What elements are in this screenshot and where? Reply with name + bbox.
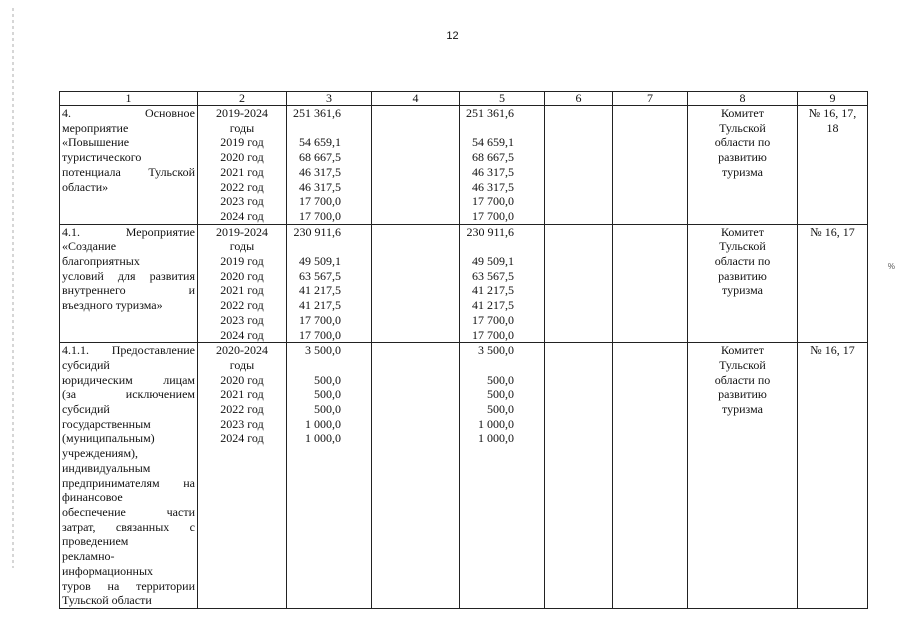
cell-line: Тульской: [719, 357, 766, 372]
cell-line: туризма: [722, 164, 763, 179]
cell-line: 3 500,0: [305, 343, 341, 358]
extrabudgetary-cell: [613, 343, 688, 609]
funding-total-cell: [287, 106, 372, 225]
cell-line: 230 911,6: [293, 224, 341, 239]
cell-line: въездного туризма»: [62, 298, 163, 313]
cell-line: 2022 год: [220, 179, 264, 194]
cell-line: № 16, 17,: [808, 106, 857, 120]
cell-line: 230 911,6: [466, 224, 514, 239]
extrabudgetary-cell: [613, 224, 688, 343]
cell-line: 46 317,5: [299, 164, 341, 179]
cell-line: 54 659,1: [299, 135, 341, 150]
executor-cell: [688, 106, 798, 225]
cell-line: развитию: [718, 150, 767, 165]
cell-line: 2019-2024: [216, 224, 268, 239]
cell-line: рекламно-: [62, 549, 115, 564]
cell-line: 1 000,0: [305, 416, 341, 431]
cell-line: 1 000,0: [305, 431, 341, 446]
period-cell: [198, 106, 287, 225]
cell-line: 2021 год: [220, 387, 264, 402]
cell-line: 500,0: [487, 387, 514, 402]
period-cell: [198, 343, 287, 609]
cell-line: 2019-2024: [216, 106, 268, 120]
cell-line: туристического: [62, 150, 142, 165]
cell-line: предпринимателям на: [62, 475, 195, 490]
cell-line: финансовое: [62, 490, 123, 505]
cell-line: № 16, 17: [810, 343, 855, 358]
column-header-5: 5: [460, 92, 545, 106]
page-number: 12: [446, 30, 459, 42]
cell-line: 251 361,6: [293, 106, 341, 120]
table-row: [60, 343, 868, 609]
cell-line: 17 700,0: [472, 312, 514, 327]
cell-line: 41 217,5: [472, 298, 514, 313]
cell-line: [462, 358, 514, 373]
cell-line: [289, 121, 341, 136]
cell-line: 2023 год: [220, 194, 264, 209]
cell-line: туризма: [722, 402, 763, 417]
cell-line: индивидуальным: [62, 460, 151, 475]
cell-line: потенциала Тульской: [62, 164, 195, 179]
municipal-budget-cell: [545, 106, 613, 225]
cell-line: 49 509,1: [299, 254, 341, 269]
cell-line: 251 361,6: [466, 106, 514, 120]
cell-line: туров на территории: [62, 578, 195, 593]
cell-line: 17 700,0: [472, 208, 514, 223]
cell-line: 2022 год: [220, 402, 264, 417]
cell-line: 2023 год: [220, 416, 264, 431]
regional-budget-cell: [460, 343, 545, 609]
cell-line: субсидий: [62, 357, 110, 372]
cell-line: № 16, 17: [810, 224, 855, 239]
cell-line: 41 217,5: [299, 283, 341, 298]
cell-line: 46 317,5: [472, 179, 514, 194]
cell-line: Комитет: [720, 343, 764, 358]
cell-line: обеспечение части: [62, 504, 195, 519]
cell-line: 68 667,5: [299, 150, 341, 165]
indicators-cell: [798, 224, 868, 343]
regional-budget-cell: [460, 106, 545, 225]
federal-budget-cell: [372, 343, 460, 609]
cell-line: 2020-2024: [216, 343, 268, 358]
cell-line: «Создание: [62, 239, 117, 254]
column-header-9: 9: [798, 92, 868, 106]
cell-line: 2022 год: [220, 298, 264, 313]
cell-line: 2024 год: [220, 431, 264, 446]
cell-line: учреждениям),: [62, 446, 139, 461]
column-header-3: 3: [287, 92, 372, 106]
cell-line: 49 509,1: [472, 254, 514, 269]
cell-line: 17 700,0: [299, 208, 341, 223]
cell-line: области»: [62, 179, 109, 194]
cell-line: условий для развития: [62, 268, 195, 283]
cell-line: 54 659,1: [472, 135, 514, 150]
cell-line: 500,0: [314, 372, 341, 387]
cell-line: 500,0: [314, 402, 341, 417]
cell-line: 3 500,0: [478, 343, 514, 358]
municipal-budget-cell: [545, 343, 613, 609]
activity-name-cell: [60, 106, 198, 225]
cell-line: 46 317,5: [472, 164, 514, 179]
municipal-budget-cell: [545, 224, 613, 343]
cell-line: годы: [229, 357, 255, 372]
activity-name-cell: [60, 224, 198, 343]
cell-line: юридическим лицам: [62, 372, 195, 387]
cell-line: области по: [714, 135, 771, 150]
cell-line: 4.1.1. Предоставление: [62, 343, 195, 358]
period-cell: [198, 224, 287, 343]
cell-line: туризма: [722, 283, 763, 298]
binding-margin-marks: [12, 8, 14, 568]
federal-budget-cell: [372, 106, 460, 225]
cell-line: области по: [714, 254, 771, 269]
cell-line: области по: [714, 372, 771, 387]
executor-cell: [688, 343, 798, 609]
cell-line: 18: [826, 120, 839, 135]
cell-line: 2019 год: [220, 254, 264, 269]
cell-line: 17 700,0: [299, 312, 341, 327]
column-header-1: 1: [60, 92, 198, 106]
cell-line: 500,0: [314, 387, 341, 402]
funding-total-cell: [287, 343, 372, 609]
indicators-cell: [798, 343, 868, 609]
cell-line: субсидий: [62, 402, 110, 417]
cell-line: 4.1. Мероприятие: [62, 224, 195, 239]
cell-line: [289, 358, 341, 373]
scan-artifact: %: [887, 262, 895, 271]
cell-line: 46 317,5: [299, 179, 341, 194]
column-header-7: 7: [613, 92, 688, 106]
extrabudgetary-cell: [613, 106, 688, 225]
column-header-6: 6: [545, 92, 613, 106]
cell-line: 68 667,5: [472, 150, 514, 165]
cell-line: развитию: [718, 268, 767, 283]
cell-line: развитию: [718, 387, 767, 402]
cell-line: внутреннего и: [62, 283, 195, 298]
cell-line: 17 700,0: [472, 327, 514, 342]
cell-line: 1 000,0: [478, 431, 514, 446]
cell-line: проведением: [62, 534, 129, 549]
column-header-4: 4: [372, 92, 460, 106]
cell-line: (муниципальным): [62, 431, 155, 446]
cell-line: 2020 год: [220, 150, 264, 165]
cell-line: 2023 год: [220, 312, 264, 327]
cell-line: [462, 239, 514, 254]
cell-line: [462, 121, 514, 136]
header-row: [60, 92, 868, 106]
cell-line: Тульской: [719, 239, 766, 254]
cell-line: 1 000,0: [478, 416, 514, 431]
cell-line: 4. Основное: [62, 106, 195, 120]
cell-line: 63 567,5: [299, 268, 341, 283]
cell-line: 17 700,0: [472, 194, 514, 209]
cell-line: 17 700,0: [299, 327, 341, 342]
cell-line: Тульской области: [62, 593, 152, 608]
cell-line: Комитет: [720, 224, 764, 239]
cell-line: информационных: [62, 563, 154, 578]
cell-line: 500,0: [487, 372, 514, 387]
table-row: [60, 224, 868, 343]
cell-line: 17 700,0: [299, 194, 341, 209]
cell-line: (за исключением: [62, 387, 195, 402]
cell-line: 2024 год: [220, 327, 264, 342]
federal-budget-cell: [372, 224, 460, 343]
cell-line: «Повышение: [62, 135, 130, 150]
regional-budget-cell: [460, 224, 545, 343]
cell-line: годы: [229, 239, 255, 254]
cell-line: 2020 год: [220, 372, 264, 387]
table-body: [60, 106, 868, 609]
cell-line: 2021 год: [220, 283, 264, 298]
program-table: [59, 91, 868, 609]
cell-line: 2019 год: [220, 135, 264, 150]
executor-cell: [688, 224, 798, 343]
cell-line: 2021 год: [220, 164, 264, 179]
cell-line: 2020 год: [220, 268, 264, 283]
indicators-cell: [798, 106, 868, 225]
cell-line: благоприятных: [62, 254, 140, 269]
cell-line: 63 567,5: [472, 268, 514, 283]
cell-line: Комитет: [720, 106, 764, 120]
cell-line: [289, 239, 341, 254]
cell-line: мероприятие: [62, 120, 129, 135]
cell-line: Тульской: [719, 120, 766, 135]
column-header-2: 2: [198, 92, 287, 106]
cell-line: 41 217,5: [299, 298, 341, 313]
activity-name-cell: [60, 343, 198, 609]
cell-line: годы: [229, 120, 255, 135]
cell-line: затрат, связанных с: [62, 519, 195, 534]
column-header-8: 8: [688, 92, 798, 106]
cell-line: 2024 год: [220, 208, 264, 223]
cell-line: 41 217,5: [472, 283, 514, 298]
table-row: [60, 106, 868, 225]
funding-total-cell: [287, 224, 372, 343]
cell-line: 500,0: [487, 402, 514, 417]
cell-line: государственным: [62, 416, 151, 431]
